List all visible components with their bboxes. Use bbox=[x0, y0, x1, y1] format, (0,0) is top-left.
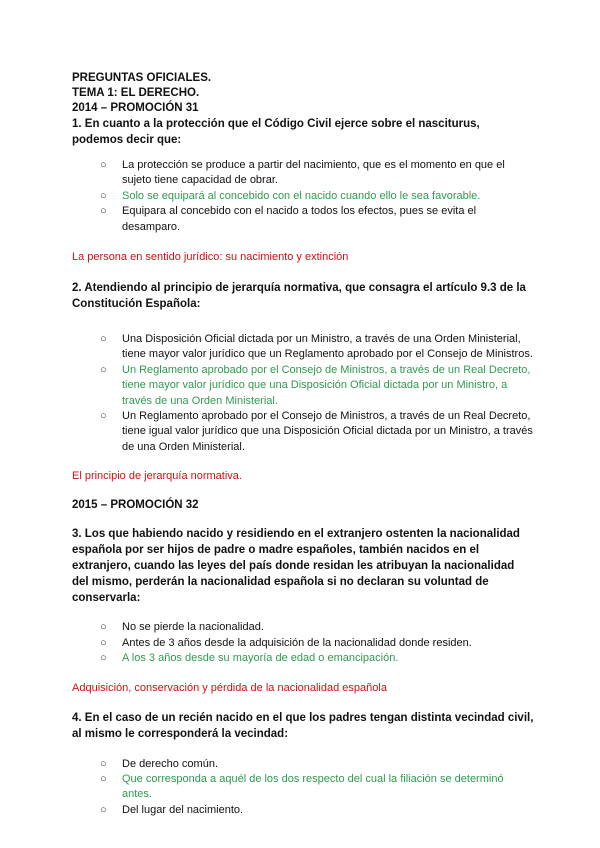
question-text: 1. En cuanto a la protección que el Código Civil ejerce sobre el nasciturus, podemos decir que: bbox=[72, 118, 480, 146]
circle-bullet-icon: ○ bbox=[100, 205, 107, 218]
promo-2015-heading: 2015 – PROMOCIÓN 32 bbox=[72, 499, 199, 512]
topic-reference: El principio de jerarquía normativa. bbox=[72, 470, 242, 483]
option-text: De derecho común. bbox=[122, 757, 218, 770]
option-item bbox=[100, 636, 534, 651]
tema-heading: TEMA 1: EL DERECHO. bbox=[72, 87, 200, 99]
option-text: La protección se produce a partir del nacimiento, que es el momento en que el sujeto tiene capacidad de obrar. bbox=[122, 159, 505, 187]
option-text: Equipara al concebido con el nacido a todos los efectos, pues se evita el desamparo. bbox=[122, 205, 477, 233]
question-block-4 bbox=[72, 710, 534, 819]
doc-title: PREGUNTAS OFICIALES. bbox=[72, 72, 212, 84]
option-text: A los 3 años desde su mayoría de edad o emancipación. bbox=[122, 652, 399, 665]
option-item bbox=[100, 757, 534, 772]
option-text: No se pierde la nacionalidad. bbox=[122, 621, 264, 634]
topic-reference: La persona en sentido jurídico: su nacimiento y extinción bbox=[72, 251, 349, 264]
circle-bullet-icon: ○ bbox=[100, 772, 107, 785]
option-text: Un Reglamento aprobado por el Consejo de Ministros, a través de un Real Decreto, tiene mayor valor jurídico que una Disposición Oficial dictada por un Ministro, a través de una Orden Ministerial. bbox=[122, 363, 531, 407]
question-block-3 bbox=[72, 526, 534, 695]
circle-bullet-icon: ○ bbox=[100, 757, 107, 770]
option-item bbox=[100, 620, 534, 635]
option-item bbox=[100, 803, 534, 818]
option-item bbox=[100, 409, 534, 455]
circle-bullet-icon: ○ bbox=[100, 363, 107, 376]
question-block-2 bbox=[72, 280, 534, 484]
question-text: 4. En el caso de un recién nacido en el que los padres tengan distinta vecindad civil, al mismo le corresponderá la vecindad: bbox=[72, 711, 534, 740]
circle-bullet-icon: ○ bbox=[100, 803, 107, 816]
circle-bullet-icon: ○ bbox=[100, 159, 107, 171]
option-item bbox=[100, 204, 534, 235]
option-item-correct bbox=[100, 651, 534, 666]
circle-bullet-icon: ○ bbox=[100, 189, 107, 202]
option-text: Una Disposición Oficial dictada por un Ministro, a través de una Orden Ministerial, tiene mayor valor jurídico que un Reglamento aprobado por el Consejo de Ministros. bbox=[122, 333, 533, 361]
circle-bullet-icon: ○ bbox=[100, 621, 107, 634]
option-text: Del lugar del nacimiento. bbox=[122, 803, 244, 816]
question-text: 3. Los que habiendo nacido y residiendo en el extranjero ostenten la nacionalidad española por ser hijos de padre o madre españoles, también nacidos en el extranjero, cuando las leyes del país donde residan les atribuyan la nacionalidad del mismo, perderán la nacionalidad española si no declaran su voluntad de conservarla: bbox=[72, 528, 520, 605]
circle-bullet-icon: ○ bbox=[100, 333, 107, 346]
option-text: Antes de 3 años desde la adquisición de la nacionalidad donde residen. bbox=[122, 636, 472, 649]
option-text: Un Reglamento aprobado por el Consejo de Ministros, a través de un Real Decreto, tiene igual valor jurídico que una Disposición Oficial dictada por un Ministro, a través de una Orden Ministerial. bbox=[122, 410, 533, 453]
option-text: Que corresponda a aquél de los dos respecto del cual la filiación se determinó antes. bbox=[122, 772, 504, 801]
option-item-correct bbox=[100, 363, 534, 409]
circle-bullet-icon: ○ bbox=[100, 652, 107, 665]
option-list bbox=[72, 620, 534, 666]
question-text: 2. Atendiendo al principio de jerarquía normativa, que consagra el artículo 9.3 de la Constitución Española: bbox=[72, 282, 526, 311]
option-list bbox=[72, 158, 534, 235]
option-text: Solo se equipará al concebido con el nacido cuando ello le sea favorable. bbox=[122, 189, 481, 202]
option-item bbox=[100, 332, 534, 363]
option-item-correct bbox=[100, 189, 534, 204]
option-list bbox=[72, 332, 534, 455]
circle-bullet-icon: ○ bbox=[100, 636, 107, 649]
promo-2014-heading: 2014 – PROMOCIÓN 31 bbox=[72, 102, 199, 114]
option-item-correct bbox=[100, 772, 534, 803]
question-block-1 bbox=[72, 116, 534, 265]
document-content bbox=[72, 71, 534, 818]
topic-reference: Adquisición, conservación y pérdida de la nacionalidad española bbox=[72, 681, 387, 694]
circle-bullet-icon: ○ bbox=[100, 410, 107, 423]
option-list bbox=[72, 757, 534, 819]
option-item bbox=[100, 158, 534, 189]
